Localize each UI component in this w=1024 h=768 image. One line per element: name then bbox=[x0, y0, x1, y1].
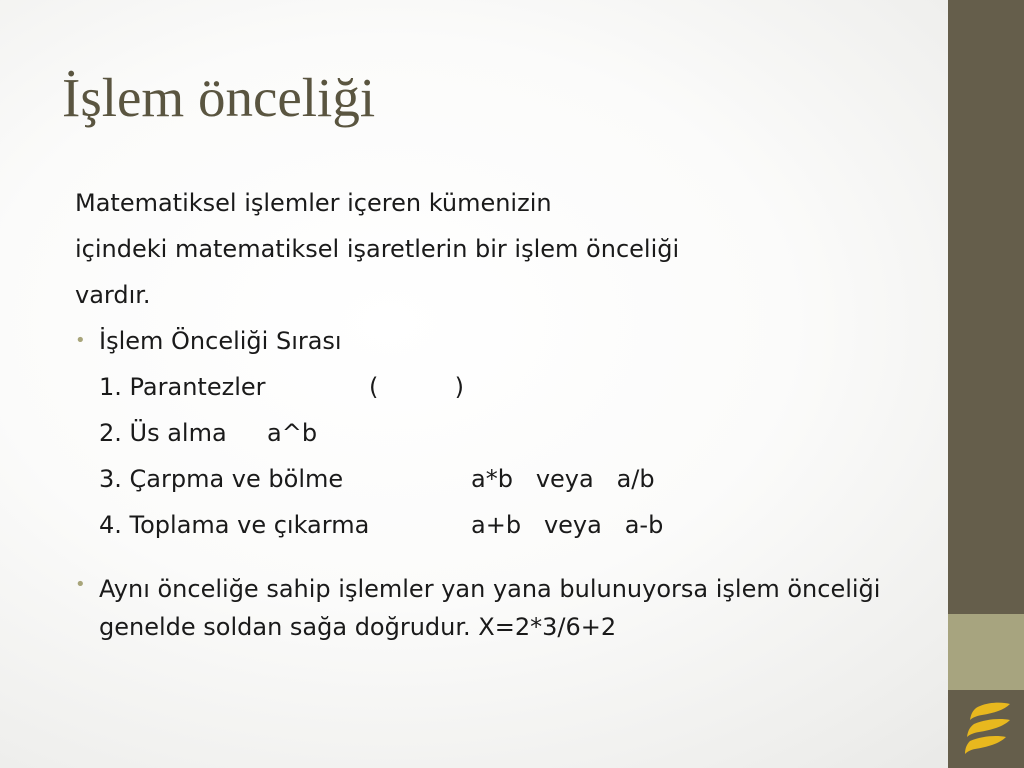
intro-line-3: vardır. bbox=[75, 281, 151, 309]
bullet-precedence-label: İşlem Önceliği Sırası bbox=[99, 327, 342, 355]
precedence-item-3 bbox=[75, 456, 905, 502]
brand-logo-icon bbox=[960, 700, 1016, 758]
bullet-same-precedence-text: Aynı önceliğe sahip işlemler yan yana bulunuyorsa işlem önceliği genelde soldan sağa doğrudur. X=2*3/6+2 bbox=[99, 575, 881, 641]
slide-title: İşlem önceliği bbox=[62, 67, 376, 128]
intro-line-2: içindeki matematiksel işaretlerin bir işlem önceliği bbox=[75, 235, 680, 263]
precedence-item-example: a^b bbox=[267, 419, 318, 447]
precedence-item-2 bbox=[75, 410, 905, 456]
slide-body bbox=[75, 180, 905, 646]
precedence-item-name: 2. Üs alma bbox=[99, 419, 227, 447]
precedence-item-name: 3. Çarpma ve bölme bbox=[99, 465, 344, 493]
bullet-precedence-order bbox=[75, 318, 905, 364]
precedence-item-example: a+b veya a-b bbox=[471, 511, 664, 539]
side-bar-accent bbox=[948, 614, 1024, 690]
precedence-item-name: 1. Parantezler bbox=[99, 373, 266, 401]
bullet-dot-icon: • bbox=[75, 574, 86, 595]
bullet-dot-icon: • bbox=[75, 330, 86, 351]
side-bar-top bbox=[948, 0, 1024, 614]
bullet-same-precedence bbox=[75, 570, 889, 646]
precedence-item-example: a*b veya a/b bbox=[471, 465, 655, 493]
precedence-item-1 bbox=[75, 364, 905, 410]
spacer bbox=[75, 548, 905, 570]
intro-line-1: Matematiksel işlemler içeren kümenizin bbox=[75, 189, 552, 217]
precedence-item-example: ( ) bbox=[369, 373, 465, 401]
precedence-item-4 bbox=[75, 502, 905, 548]
precedence-item-name: 4. Toplama ve çıkarma bbox=[99, 511, 370, 539]
